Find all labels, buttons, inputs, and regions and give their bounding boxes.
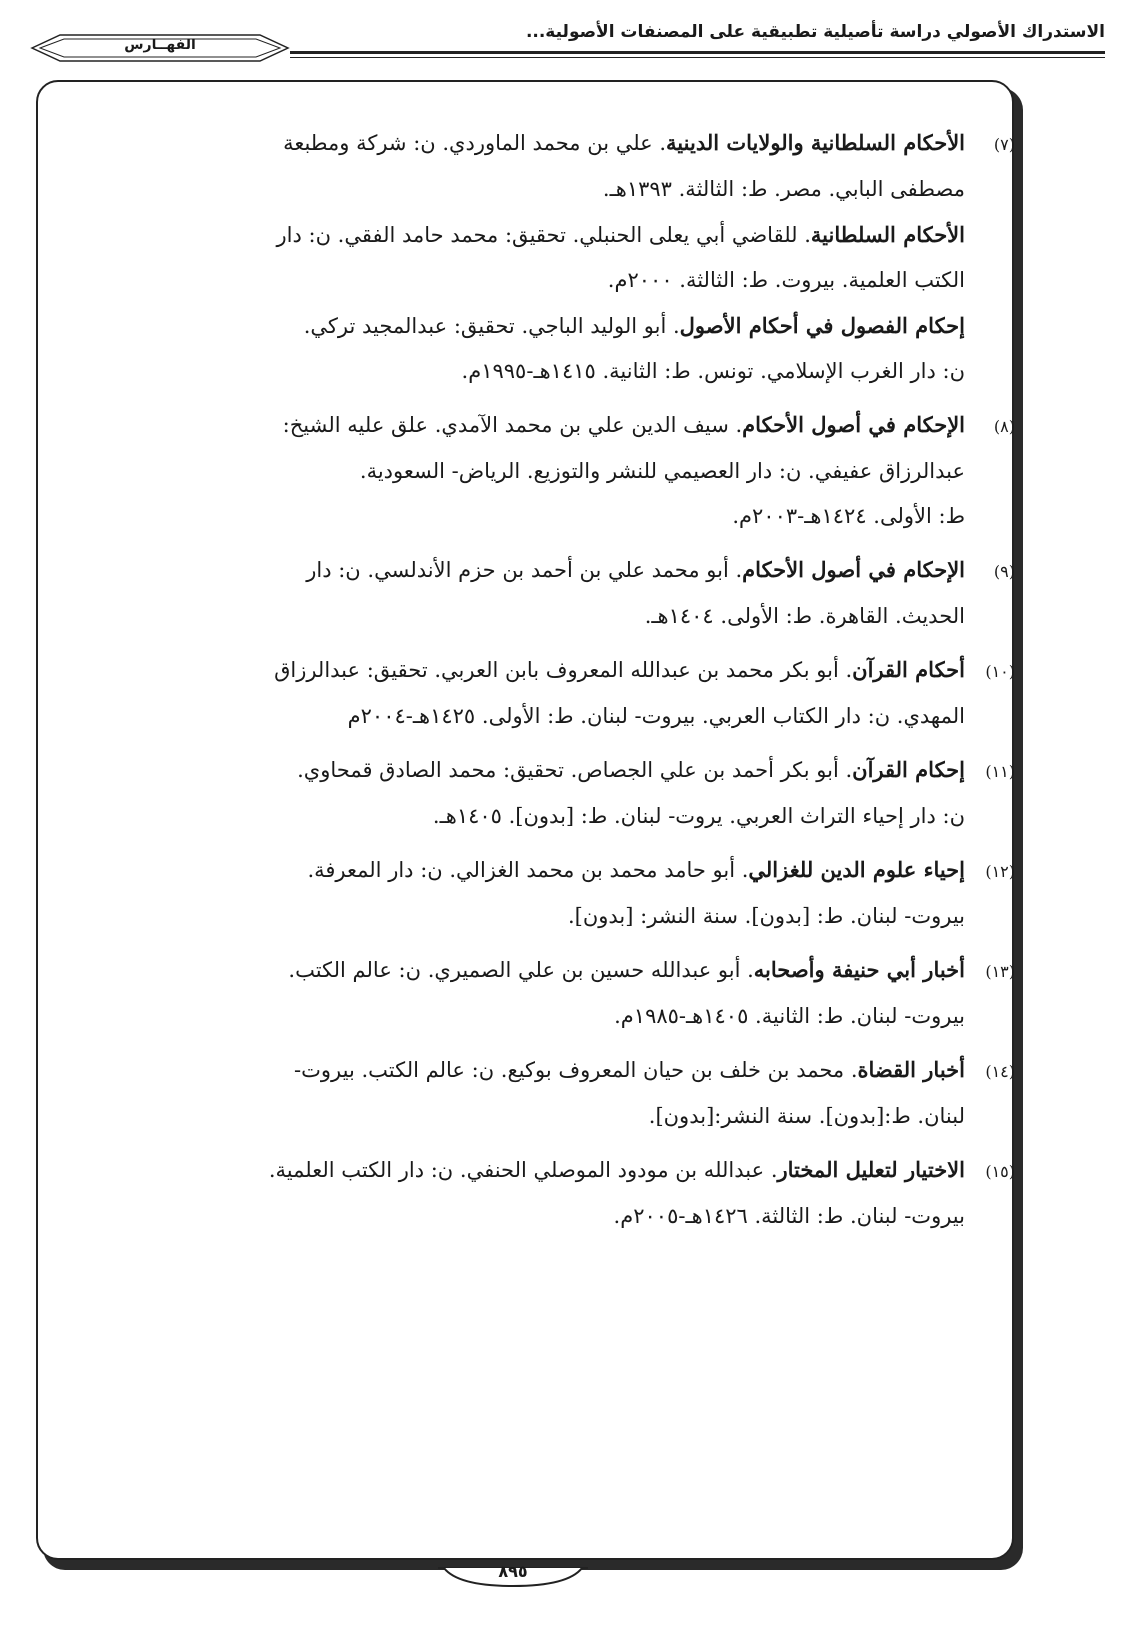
entry-number: (٩): [993, 562, 1015, 581]
entry-details-line: الحديث. القاهرة. ط: الأولى. ١٤٠٤هـ.: [644, 604, 965, 628]
entry-number: (١٢): [985, 862, 1015, 881]
bibliography-entry: [80, 747, 1015, 839]
entry-details-line: ن: دار الغرب الإسلامي. تونس. ط: الثانية. ١٤١٥هـ-١٩٩٥م.: [461, 359, 965, 383]
entry-title: إحياء علوم الدين للغزالي: [748, 857, 965, 882]
entry-details: . أبو حامد محمد بن محمد الغزالي. ن: دار المعرفة.: [307, 858, 749, 882]
bibliography-entry: [80, 402, 1015, 539]
entry-title: الأحكام السلطانية والولايات الدينية: [666, 130, 965, 155]
bibliography-entry: [80, 303, 1015, 394]
running-header-title: الاستدراك الأصولي دراسة تأصيلية تطبيقية على المصنفات الأصولية...: [525, 22, 1105, 42]
entry-details-line: بيروت- لبنان. ط: الثالثة. ١٤٢٦هـ-٢٠٠٥م.: [613, 1204, 965, 1228]
entry-details: . أبو محمد علي بن أحمد بن حزم الأندلسي. ن: دار: [306, 558, 743, 582]
entry-details: . علي بن محمد الماوردي. ن: شركة ومطبعة: [283, 131, 667, 155]
bibliography-entry: [80, 120, 1015, 212]
bibliography-entry: [80, 547, 1015, 639]
entry-number: (١٤): [985, 1062, 1015, 1081]
header-rule: [290, 51, 1105, 54]
bibliography-entry: [80, 847, 1015, 939]
bibliography-entry: [80, 947, 1015, 1039]
entry-title: الإحكام في أصول الأحكام: [742, 412, 965, 437]
entry-details: . أبو عبدالله حسين بن علي الصميري. ن: عالم الكتب.: [288, 958, 754, 982]
entry-details-line: عبدالرزاق عفيفي. ن: دار العصيمي للنشر والتوزيع. الرياض- السعودية.: [359, 459, 965, 483]
entry-details: . أبو بكر أحمد بن علي الجصاص. تحقيق: محمد الصادق قمحاوي.: [297, 758, 853, 782]
bibliography-entry: [80, 1047, 1015, 1139]
entry-title: الأحكام السلطانية: [810, 222, 965, 247]
entry-number: (١٥): [985, 1162, 1015, 1181]
entry-title: أحكام القرآن: [852, 657, 965, 682]
entry-number: (٨): [993, 417, 1015, 436]
entry-details-line: بيروت- لبنان. ط: الثانية. ١٤٠٥هـ-١٩٨٥م.: [614, 1004, 965, 1028]
entry-title: إحكام القرآن: [852, 757, 965, 782]
section-tab-label: الفهــارس: [124, 37, 196, 53]
entry-title: أخبار القضاة: [857, 1057, 965, 1082]
header-rule-thin: [290, 57, 1105, 58]
bibliography-list: [80, 120, 1015, 1247]
entry-details: . أبو بكر محمد بن عبدالله المعروف بابن العربي. تحقيق: عبدالرزاق: [274, 658, 853, 682]
entry-title: الإحكام في أصول الأحكام: [742, 557, 965, 582]
bibliography-entry: [80, 647, 1015, 739]
entry-details-line: بيروت- لبنان. ط: [بدون]. سنة النشر: [بدون].: [567, 904, 965, 928]
entry-title: أخبار أبي حنيفة وأصحابه: [753, 957, 965, 982]
entry-details: . سيف الدين علي بن محمد الآمدي. علق عليه الشيخ:: [282, 413, 743, 437]
entry-details-line: المهدي. ن: دار الكتاب العربي. بيروت- لبنان. ط: الأولى. ١٤٢٥هـ-٢٠٠٤م: [347, 704, 965, 728]
entry-details: . عبدالله بن مودود الموصلي الحنفي. ن: دار الكتب العلمية.: [268, 1158, 778, 1182]
entry-title: الاختيار لتعليل المختار: [777, 1157, 965, 1182]
entry-details: . أبو الوليد الباجي. تحقيق: عبدالمجيد تركي.: [303, 314, 680, 338]
entry-details-line: الكتب العلمية. بيروت. ط: الثالثة. ٢٠٠٠م.: [607, 268, 965, 292]
entry-details: . للقاضي أبي يعلى الحنبلي. تحقيق: محمد حامد الفقي. ن: دار: [276, 223, 811, 247]
entry-number: (١١): [985, 762, 1015, 781]
entry-number: (٧): [993, 135, 1015, 154]
bibliography-entry: [80, 1147, 1015, 1239]
page-number: ٨٩٥: [498, 1562, 528, 1581]
entry-title: إحكام الفصول في أحكام الأصول: [679, 313, 965, 338]
entry-details: . محمد بن خلف بن حيان المعروف بوكيع. ن: عالم الكتب. بيروت-: [294, 1058, 858, 1082]
entry-details-line: ط: الأولى. ١٤٢٤هـ-٢٠٠٣م.: [732, 504, 965, 528]
entry-details-line: ن: دار إحياء التراث العربي. يروت- لبنان. ط: [بدون]. ١٤٠٥هـ.: [432, 804, 965, 828]
entry-details-line: مصطفى البابي. مصر. ط: الثالثة. ١٣٩٣هـ.: [602, 177, 965, 201]
entry-details-line: لبنان. ط:[بدون]. سنة النشر:[بدون].: [648, 1104, 965, 1128]
entry-number: (١٣): [985, 962, 1015, 981]
bibliography-entry: [80, 212, 1015, 303]
entry-number: (١٠): [985, 662, 1015, 681]
